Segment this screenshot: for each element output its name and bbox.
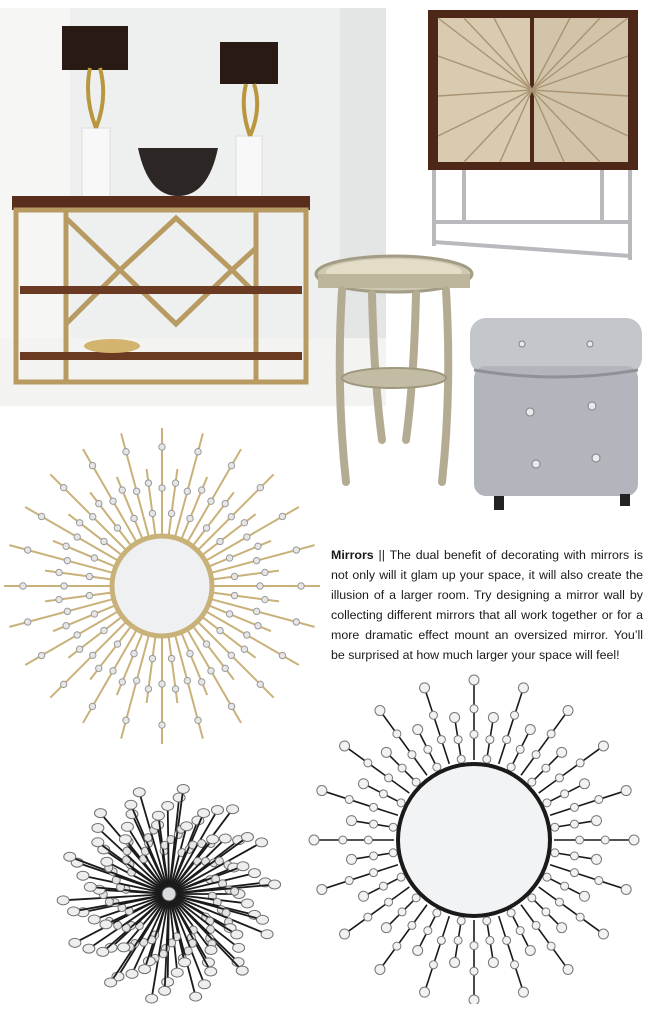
caption-separator: || bbox=[373, 548, 390, 562]
black-sunburst-mirror-photo bbox=[306, 672, 642, 1004]
mirrors-caption bbox=[331, 545, 643, 665]
caption-heading: Mirrors bbox=[331, 548, 374, 562]
cabinet-photo bbox=[424, 6, 640, 268]
tufted-ottoman-photo bbox=[466, 310, 646, 525]
sunburst-mirror-photo bbox=[4, 420, 324, 754]
round-side-table-photo bbox=[312, 250, 476, 495]
spiky-wall-sculpture-photo bbox=[52, 776, 286, 1012]
caption-body: The dual benefit of decorating with mirrors is not only will it glam up your space, it will also create the illusion of a larger room. Try designing a mirror wall by collecting different mirrors that all work together or for a more dramatic effect mount an oversized mirror. You’ll be surprised at how much larger your space will feel! bbox=[331, 548, 643, 662]
